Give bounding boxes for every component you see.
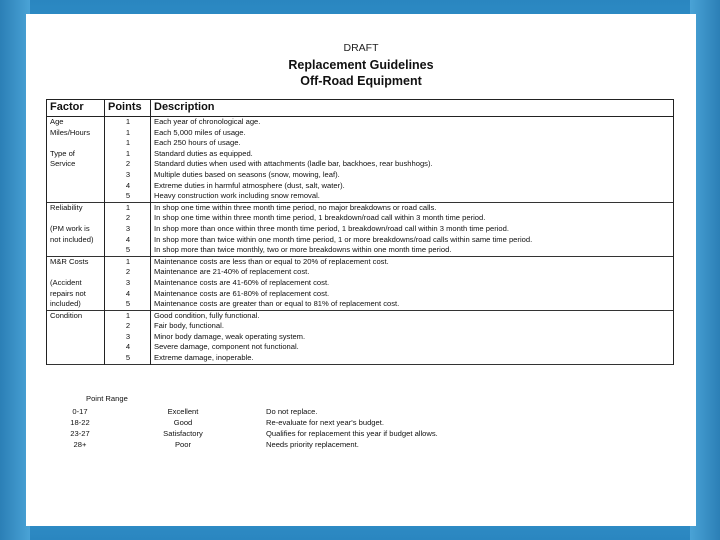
points-value: 2 (125, 159, 131, 169)
range-action: Needs priority replacement. (266, 440, 359, 449)
table-points-divider (150, 99, 151, 365)
factor-label: not included) (50, 234, 94, 244)
table-row (46, 181, 674, 192)
points-value: 1 (125, 310, 131, 320)
description-text: Each 250 hours of usage. (154, 138, 241, 148)
range-status: Good (173, 418, 193, 427)
table-row (46, 149, 674, 160)
document-page (26, 14, 696, 526)
factor-label: Reliability (50, 202, 83, 212)
points-value: 2 (125, 267, 131, 277)
draft-label: DRAFT (343, 42, 379, 54)
table-section (46, 203, 674, 257)
table-row (46, 257, 674, 268)
description-text: Maintenance costs are 61-80% of replacement cost. (154, 288, 330, 298)
description-text: In shop more than twice monthly, two or more breakdowns within one month time period. (154, 245, 452, 255)
range-status: Poor (174, 440, 192, 449)
header-factor: Factor (50, 101, 84, 113)
factor-label: included) (50, 299, 81, 309)
factor-label: Condition (50, 310, 83, 320)
point-range-row (56, 439, 656, 450)
points-value: 1 (125, 202, 131, 212)
description-text: In shop one time within three month time period, 1 breakdown/road call within 3 month time period. (154, 213, 486, 223)
table-row (46, 267, 674, 278)
table-row (46, 321, 674, 332)
header-description: Description (154, 101, 215, 113)
point-range-row (56, 406, 656, 417)
range-action: Do not replace. (266, 407, 318, 416)
table-header (46, 99, 674, 117)
description-text: Maintenance costs are 41-60% of replacement cost. (154, 277, 330, 287)
table-row (46, 278, 674, 289)
table-row (46, 342, 674, 353)
description-text: Standard duties as equipped. (154, 148, 253, 158)
description-text: In shop more than twice within one month time period, 1 or more breakdowns/road calls within same time period. (154, 234, 533, 244)
range-value: 23-27 (70, 429, 90, 438)
points-value: 5 (125, 353, 131, 363)
description-text: Each year of chronological age. (154, 117, 261, 126)
points-value: 3 (125, 223, 131, 233)
range-value: 18-22 (70, 418, 90, 427)
document-title: Replacement Guidelines (288, 58, 434, 72)
points-value: 1 (125, 148, 131, 158)
points-value: 1 (125, 138, 131, 148)
points-value: 4 (125, 342, 131, 352)
table-section (46, 311, 674, 365)
description-text: Multiple duties based on seasons (snow, mowing, leaf). (154, 169, 340, 179)
description-text: Maintenance are 21-40% of replacement cost. (154, 267, 310, 277)
table-row (46, 128, 674, 139)
table-row (46, 138, 674, 149)
table-section (46, 117, 674, 203)
factor-label: (Accident (50, 277, 82, 287)
points-value: 4 (125, 180, 131, 190)
table-row (46, 224, 674, 235)
table-row (46, 191, 674, 202)
description-text: Each 5,000 miles of usage. (154, 127, 246, 137)
point-range-row (56, 428, 656, 439)
table-row (46, 235, 674, 246)
factor-label: Type of (50, 148, 75, 158)
description-text: Standard duties when used with attachments (ladle bar, backhoes, rear bushhogs). (154, 159, 433, 169)
description-text: Maintenance costs are greater than or equal to 81% of replacement cost. (154, 299, 400, 309)
table-row (46, 353, 674, 364)
description-text: Extreme damage, inoperable. (154, 353, 254, 363)
factor-label: M&R Costs (50, 256, 89, 266)
table-row (46, 332, 674, 343)
document-subtitle: Off-Road Equipment (300, 74, 422, 88)
description-text: Maintenance costs are less than or equal to 20% of replacement cost. (154, 256, 389, 266)
points-value: 3 (125, 277, 131, 287)
range-value: 28+ (73, 440, 87, 449)
table-row (46, 213, 674, 224)
header-points: Points (108, 101, 142, 113)
point-range-title: Point Range (86, 394, 128, 403)
table-left-border (46, 99, 47, 365)
description-text: Extreme duties in harmful atmosphere (dust, salt, water). (154, 180, 345, 190)
description-text: In shop one time within three month time period, no major breakdowns or road calls. (154, 202, 437, 212)
factor-label: Age (50, 117, 64, 126)
table-factor-divider (104, 99, 105, 365)
guidelines-table (46, 99, 674, 365)
points-value: 5 (125, 191, 131, 201)
points-value: 3 (125, 169, 131, 179)
points-value: 5 (125, 299, 131, 309)
table-row (46, 159, 674, 170)
table-row (46, 203, 674, 214)
factor-label: repairs not (50, 288, 86, 298)
description-text: Minor body damage, weak operating system. (154, 331, 306, 341)
range-action: Qualifies for replacement this year if budget allows. (266, 429, 438, 438)
table-row (46, 299, 674, 310)
points-value: 1 (125, 117, 131, 126)
description-text: In shop more than once within three month time period, 1 breakdown/road call within 3 month time period. (154, 223, 509, 233)
description-text: Fair body, functional. (154, 321, 224, 331)
points-value: 2 (125, 321, 131, 331)
factor-label: Service (50, 159, 76, 169)
description-text: Severe damage, component not functional. (154, 342, 299, 352)
factor-label: Miles/Hours (50, 127, 91, 137)
range-action: Re-evaluate for next year's budget. (266, 418, 384, 427)
description-text: Heavy construction work including snow removal. (154, 191, 320, 201)
table-row (46, 117, 674, 128)
point-range-row (56, 417, 656, 428)
points-value: 1 (125, 127, 131, 137)
table-row (46, 311, 674, 322)
points-value: 5 (125, 245, 131, 255)
points-value: 4 (125, 288, 131, 298)
points-value: 3 (125, 331, 131, 341)
points-value: 4 (125, 234, 131, 244)
points-value: 2 (125, 213, 131, 223)
description-text: Good condition, fully functional. (154, 310, 260, 320)
table-right-border (673, 99, 674, 365)
table-row (46, 245, 674, 256)
table-row (46, 289, 674, 300)
table-row (46, 170, 674, 181)
range-status: Satisfactory (163, 429, 203, 438)
factor-label: (PM work is (50, 223, 90, 233)
points-value: 1 (125, 256, 131, 266)
table-section (46, 257, 674, 311)
range-status: Excellent (167, 407, 199, 416)
range-value: 0-17 (72, 407, 88, 416)
